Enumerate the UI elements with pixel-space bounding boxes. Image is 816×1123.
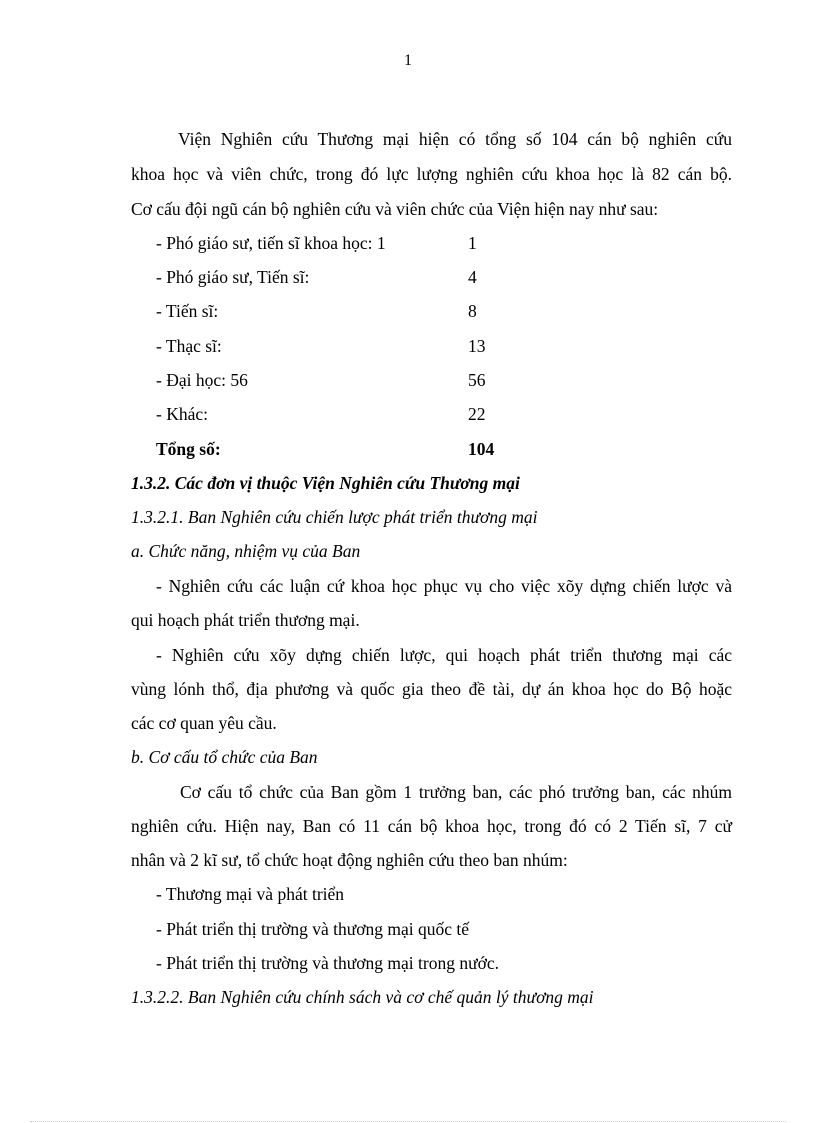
paragraph-a2-line-2: vùng lónh thổ, địa phương và quốc gia theo đề tài, dự án khoa học do Bộ hoặc [131, 679, 732, 699]
list-item: - Thương mại và phát triển [156, 884, 345, 904]
page-number: 1 [404, 52, 412, 69]
section-heading-1-3-2-1: 1.3.2.1. Ban Nghiên cứu chiến lược phát triển thương mại [131, 507, 538, 527]
intro-line-3: Cơ cấu đội ngũ cán bộ nghiên cứu và viên chức của Viện hiện nay như sau: [131, 199, 659, 219]
staff-label: - Đại học: 56 [156, 370, 248, 390]
staff-label: - Phó giáo sư, tiến sĩ khoa học: 1 [156, 233, 386, 253]
staff-value: 56 [468, 370, 486, 390]
staff-label: - Tiến sĩ: [156, 301, 219, 321]
paragraph-a1-line-1: - Nghiên cứu các luận cứ khoa học phục vụ cho việc xõy dựng chiến lược và [156, 576, 732, 596]
staff-value: 13 [468, 336, 486, 356]
staff-value: 8 [468, 301, 477, 321]
staff-value: 4 [468, 267, 477, 287]
paragraph-b-line-2: nghiên cứu. Hiện nay, Ban có 11 cán bộ khoa học, trong đó có 2 Tiến sĩ, 7 cử [131, 816, 732, 836]
staff-value: 1 [468, 233, 477, 253]
section-heading-1-3-2-2: 1.3.2.2. Ban Nghiên cứu chính sách và cơ chế quản lý thương mại [131, 987, 594, 1007]
paragraph-a1-line-2: qui hoạch phát triển thương mại. [131, 610, 360, 630]
subheading-a: a. Chức năng, nhiệm vụ của Ban [131, 541, 361, 561]
paragraph-b-line-1: Cơ cấu tổ chức của Ban gồm 1 trưởng ban, các phó trưởng ban, các nhúm [180, 782, 732, 802]
staff-value: 22 [468, 404, 486, 424]
intro-line-1: Viện Nghiên cứu Thương mại hiện có tổng số 104 cán bộ nghiên cứu [178, 129, 732, 149]
total-value: 104 [468, 439, 495, 459]
section-heading-1-3-2: 1.3.2. Các đơn vị thuộc Viện Nghiên cứu Thương mại [131, 473, 520, 493]
list-item: - Phát triển thị trường và thương mại trong nước. [156, 953, 499, 973]
paragraph-a2-line-3: các cơ quan yêu cầu. [131, 713, 277, 733]
paragraph-a2-line-1: - Nghiên cứu xõy dựng chiến lược, qui hoạch phát triển thương mại các [156, 645, 732, 665]
list-item: - Phát triển thị trường và thương mại quốc tế [156, 919, 470, 939]
total-label: Tổng số: [156, 439, 221, 459]
staff-label: - Thạc sĩ: [156, 336, 222, 356]
paragraph-b-line-3: nhân và 2 kĩ sư, tổ chức hoạt động nghiên cứu theo ban nhúm: [131, 850, 568, 870]
subheading-b: b. Cơ cấu tổ chức của Ban [131, 747, 318, 767]
intro-line-2: khoa học và viên chức, trong đó lực lượng nghiên cứu khoa học là 82 cán bộ. [131, 164, 732, 184]
page-bottom-border [30, 1121, 786, 1122]
staff-label: - Phó giáo sư, Tiến sĩ: [156, 267, 310, 287]
staff-label: - Khác: [156, 404, 208, 424]
